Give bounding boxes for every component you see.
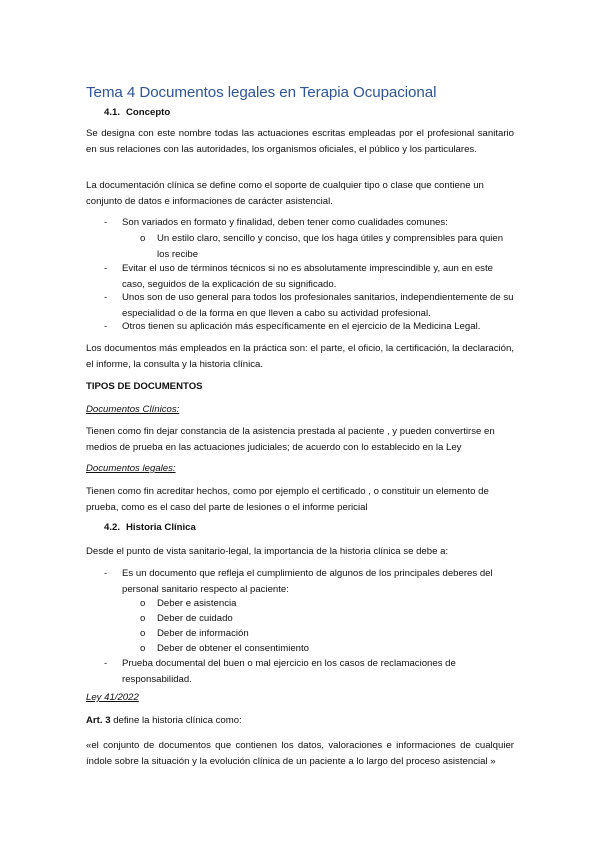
paragraph-documentos-empleados: Los documentos más empleados en la práctica son: el parte, el oficio, la certificación, la declaración, el informe, la consulta y la historia clínica. [86, 343, 514, 370]
documentos-legales-text: Tienen como fin acreditar hechos, como por ejemplo el certificado , o constituir un elemento de prueba, como es el caso del parte de lesiones o el informe pericial [86, 486, 489, 513]
list-item-text: Otros tienen su aplicación más específicamente en el ejercicio de la Medicina Legal. [122, 321, 481, 332]
list-item [104, 319, 514, 335]
list-item-text: Prueba documental del buen o mal ejercicio en los casos de reclamaciones de responsabilidad. [122, 658, 456, 685]
list-item [104, 290, 514, 322]
list-item-text: Unos son de uso general para todos los profesionales sanitarios, independientemente de su especialidad o de la forma en que lleven a cabo su actividad profesional. [122, 292, 514, 319]
documentos-clinicos-heading: Documentos Clínicos: [86, 404, 180, 415]
paragraph-importancia: Desde el punto de vista sanitario-legal, la importancia de la historia clínica se debe a: [86, 546, 449, 557]
dash-bullet: - [104, 217, 108, 228]
sub-list-item-text: Deber de cuidado [157, 613, 233, 624]
circle-bullet: o [140, 233, 146, 244]
sub-list-item-text: Un estilo claro, sencillo y conciso, que los haga útiles y comprensibles para quien los recibe [157, 233, 504, 260]
paragraph-documentacion-clinica: La documentación clínica se define como el soporte de cualquier tipo o clase que contiene un conjunto de datos e informaciones de carácter asistencial. [86, 180, 484, 207]
list-item-text: Evitar el uso de términos técnicos si no es absolutamente imprescindible y, aun en este caso, seguidos de la explicación de su significado. [122, 263, 493, 290]
article-definition [86, 715, 242, 726]
sub-list-item-text: Deber de información [157, 628, 249, 639]
sub-list-item [140, 596, 514, 612]
paragraph-definition: Se designa con este nombre todas las actuaciones escritas empleadas por el profesional sanitario en sus relaciones con las autoridades, los organismos oficiales, el público y los particulares. [86, 128, 514, 155]
section-heading-4-1 [104, 107, 170, 118]
list-item-text: Es un documento que refleja el cumplimiento de algunos de los principales deberes del personal sanitario respecto al paciente: [122, 568, 493, 595]
list-item [104, 215, 514, 231]
sub-list-item-text: Deber e asistencia [157, 598, 237, 609]
sub-list-item-text: Deber de obtener el consentimiento [157, 643, 309, 654]
article-number: Art. 3 [86, 715, 111, 726]
dash-bullet: - [104, 658, 108, 669]
historia-clinica-quote: «el conjunto de documentos que contienen los datos, valoraciones e informaciones de cualquier índole sobre la situación y la evolución clínica de un paciente a lo largo del proceso asistencial » [86, 740, 514, 767]
list-item [104, 566, 514, 598]
dash-bullet: - [104, 321, 108, 332]
circle-bullet: o [140, 598, 146, 609]
circle-bullet: o [140, 613, 146, 624]
tipos-heading: TIPOS DE DOCUMENTOS [86, 381, 203, 392]
circle-bullet: o [140, 643, 146, 654]
sub-list-item [140, 641, 514, 657]
documentos-legales-heading: Documentos legales: [86, 463, 176, 474]
section-label: Concepto [126, 107, 171, 118]
list-item [104, 261, 514, 293]
documentos-clinicos-text: Tienen como fin dejar constancia de la asistencia prestada al paciente , y pueden convertirse en medios de prueba en las actuaciones judiciales; de acuerdo con lo establecido en la Ley [86, 426, 495, 453]
sub-list-item [140, 611, 514, 627]
section-number: 4.1. [104, 107, 121, 118]
section-number: 4.2. [104, 522, 121, 533]
article-text: define la historia clínica como: [110, 715, 242, 726]
ley-reference: Ley 41/2022 [86, 692, 139, 703]
section-heading-4-2 [104, 522, 196, 533]
document-title: Tema 4 Documentos legales en Terapia Ocupacional [86, 84, 437, 101]
list-item-text: Son variados en formato y finalidad, deben tener como cualidades comunes: [122, 217, 448, 228]
sub-list-item [140, 626, 514, 642]
dash-bullet: - [104, 568, 108, 579]
circle-bullet: o [140, 628, 146, 639]
section-label: Historia Clínica [126, 522, 196, 533]
dash-bullet: - [104, 263, 108, 274]
list-item [104, 656, 514, 688]
sub-list-item [140, 231, 514, 263]
dash-bullet: - [104, 292, 108, 303]
